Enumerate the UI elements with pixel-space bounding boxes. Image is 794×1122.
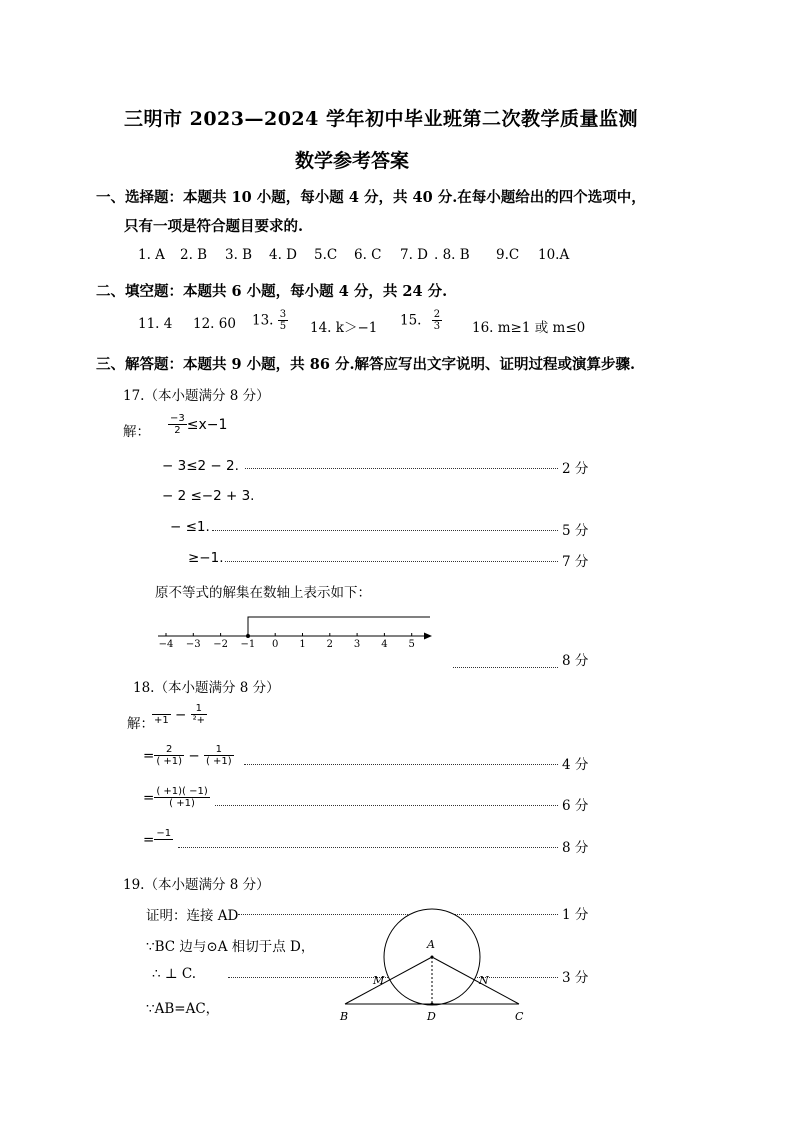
section1-heading-line2: 只有一项是符合题目要求的. — [124, 218, 304, 235]
minus-sign: − — [175, 707, 187, 723]
q18-line4-fraction — [154, 829, 173, 851]
label-M: M — [373, 974, 385, 987]
fraction-denominator: 3 — [433, 321, 441, 332]
fill-answer-11: 11. 4 — [138, 316, 173, 332]
label-C: C — [515, 1010, 524, 1023]
q17-numberline-caption: 原不等式的解集在数轴上表示如下： — [155, 585, 371, 601]
q18-line3-fraction — [154, 787, 209, 809]
answer-6: 6. C — [354, 247, 382, 263]
tick-label: −1 — [240, 639, 256, 650]
q17-line2-score: 2 分 — [562, 461, 589, 477]
number-line — [150, 610, 440, 652]
page-title: 三明市 2023—2024 学年初中毕业班第二次教学质量监测 — [124, 108, 638, 130]
tick-label: 4 — [381, 639, 388, 650]
q18-line4-score: 8 分 — [562, 840, 589, 856]
equals-sign: = — [143, 748, 155, 764]
q18-line3 — [143, 787, 210, 809]
q18-header: 18.（本小题满分 8 分） — [133, 680, 280, 696]
tick-label: 1 — [299, 639, 306, 650]
fill-answer-15-label: 15. — [400, 312, 422, 329]
leader-dots — [225, 561, 558, 562]
q17-line4-score: 5 分 — [562, 523, 589, 539]
q18-line2-fraction2 — [204, 745, 234, 767]
q17-fraction — [168, 414, 187, 436]
leader-dots — [215, 805, 558, 806]
leader-dots — [453, 667, 558, 668]
tick-label: 2 — [326, 639, 333, 650]
fraction-denominator: ( +1) — [154, 797, 209, 809]
leader-dots — [245, 468, 558, 469]
answer-10: 10.A — [538, 247, 570, 263]
fraction-numerator: 1 — [215, 744, 222, 755]
fraction-numerator: 1 — [195, 703, 203, 714]
section3-heading: 三、解答题：本题共 9 小题，共 86 分.解答应写出文字说明、证明过程或演算步骤. — [96, 356, 636, 373]
q19-proof-line1-score: 1 分 — [562, 907, 589, 923]
fraction-denominator: ²+ — [192, 715, 206, 726]
equals-sign: = — [143, 832, 155, 848]
fraction-denominator: 2 — [168, 424, 187, 436]
leader-dots — [244, 764, 558, 765]
tick-label: 0 — [272, 639, 279, 650]
q18-line4 — [143, 829, 173, 851]
fraction-denominator: ( +1) — [156, 756, 183, 767]
q17-line5: ≥−1. — [188, 550, 224, 566]
q18-line3-score: 6 分 — [562, 798, 589, 814]
fill-answer-13 — [252, 310, 288, 332]
label-N: N — [479, 974, 489, 987]
q19-proof-line1: 证明：连接 AD — [146, 908, 239, 924]
label-D: D — [427, 1010, 436, 1023]
q17-line5-score: 7 分 — [562, 554, 589, 570]
q17-line4: − ≤1. — [170, 519, 210, 535]
fraction-2-3 — [432, 310, 442, 332]
fraction-numerator: 3 — [279, 309, 287, 320]
q18-line2-fraction1 — [154, 745, 184, 767]
fraction-numerator: −1 — [156, 828, 172, 839]
fraction-numerator: −3 — [170, 413, 185, 424]
q17-line1 — [168, 414, 227, 436]
q19-proof-line2: ∵BC 边与⊙A 相切于点 D， — [146, 939, 315, 955]
leader-dots — [178, 847, 558, 848]
fraction-denominator: +1 — [154, 715, 169, 726]
q19-proof-line3: ∴ ⊥ C. — [152, 966, 197, 982]
equals-sign: = — [143, 790, 155, 806]
tick-label: 3 — [353, 639, 361, 650]
answer-2: 2. B — [180, 247, 208, 263]
answer-8: . 8. B — [434, 247, 470, 263]
fraction-numerator: 2 — [165, 744, 173, 755]
q17-line1-rest: ≤x−1 — [186, 417, 228, 433]
fraction-numerator: ( +1)( −1) — [156, 786, 208, 797]
q18-line2 — [143, 745, 234, 767]
tick-label: −4 — [158, 639, 174, 650]
tick-label: −3 — [185, 639, 201, 650]
point-A — [431, 956, 434, 959]
answer-3: 3. B — [225, 247, 253, 263]
minus-sign: − — [188, 748, 200, 764]
q18-line1 — [152, 704, 207, 726]
page-subtitle: 数学参考答案 — [295, 150, 410, 172]
answer-7: 7. D — [400, 247, 428, 263]
section1-heading-line1: 一、选择题：本题共 10 小题，每小题 4 分，共 40 分.在每小题给出的四个选项中， — [96, 189, 646, 206]
answer-4: 4. D — [269, 247, 297, 263]
q18-line1-fraction2 — [191, 704, 207, 726]
fill-answer-16: 16. m≥1 或 m≤0 — [472, 320, 586, 336]
fraction-numerator: 2 — [433, 309, 441, 320]
answer-1: 1. A — [138, 247, 165, 263]
section2-heading: 二、填空题：本题共 6 小题，每小题 4 分，共 24 分. — [96, 283, 448, 300]
answer-5: 5.C — [314, 247, 338, 263]
q17-header: 17.（本小题满分 8 分） — [123, 388, 270, 404]
fill-answer-14: 14. k＞−1 — [310, 320, 378, 336]
q19-proof-line3-score: 3 分 — [562, 970, 589, 986]
fill-answer-13-label: 13. — [252, 312, 274, 329]
q19-header: 19.（本小题满分 8 分） — [123, 877, 270, 893]
number-line-arrow — [424, 633, 432, 640]
q19-proof-line4: ∵AB=AC， — [146, 1001, 220, 1017]
fraction-3-5 — [278, 310, 288, 332]
fraction-denominator — [154, 839, 173, 851]
leader-dots — [212, 530, 558, 531]
q17-numberline-score: 8 分 — [562, 653, 589, 669]
tick-label: 5 — [408, 639, 415, 650]
q18-line2-score: 4 分 — [562, 757, 589, 773]
geometry-figure — [335, 900, 535, 1028]
point-D — [431, 1003, 434, 1006]
label-A: A — [427, 938, 435, 951]
q18-jie: 解： — [127, 716, 154, 732]
fraction-denominator: ( +1) — [205, 756, 232, 767]
q17-jie: 解： — [123, 424, 150, 440]
fraction-numerator — [152, 704, 171, 714]
fill-answer-12: 12. 60 — [193, 316, 236, 332]
fraction-denominator: 5 — [279, 321, 287, 332]
q17-line2: − 3≤2 − 2. — [162, 458, 239, 474]
q17-line3: − 2 ≤−2 + 3. — [162, 488, 255, 504]
q18-line1-fraction1 — [152, 704, 171, 726]
tick-label: −2 — [213, 639, 228, 650]
label-B: B — [340, 1010, 349, 1023]
fill-answer-15 — [400, 310, 442, 332]
answer-9: 9.C — [496, 247, 520, 263]
